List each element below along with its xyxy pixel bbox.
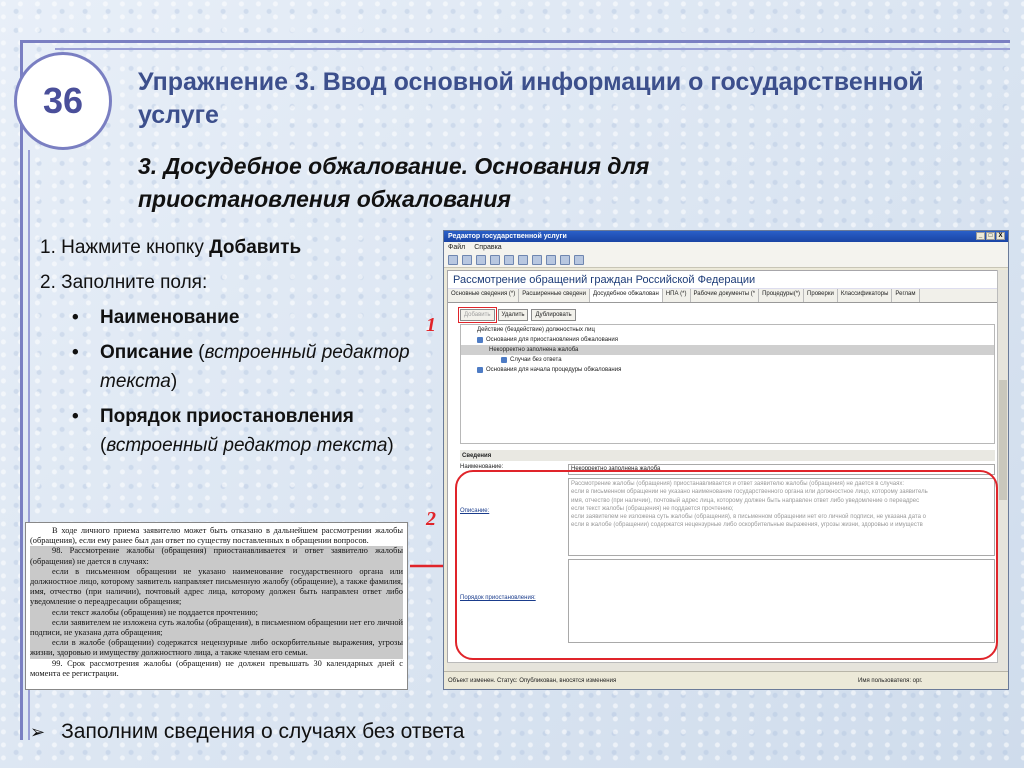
delete-button[interactable]: Удалить (498, 309, 529, 321)
appeal-tree (460, 324, 995, 444)
details-section-header: Сведения (460, 450, 995, 461)
suspension-order-editor[interactable] (568, 559, 995, 643)
excerpt-paragraph: если заявителем не изложена суть жалобы (обращения), в письменном обращении нет его личной подписи, не указана дата обращения; (30, 617, 403, 638)
duplicate-button[interactable]: Дублировать (531, 309, 575, 321)
form-title: Рассмотрение обращений граждан Российской Федерации (453, 273, 756, 286)
marker-1: 1 (426, 314, 436, 336)
tree-item[interactable]: Действие (бездействие) должностных лиц (477, 327, 595, 333)
footer-note (30, 720, 464, 744)
excerpt-paragraph: 99. Срок рассмотрения жалобы (обращения) не должен превышать 30 календарных дней с момента ее регистрации. (30, 658, 403, 678)
window-title: Редактор государственной услуги (448, 233, 567, 240)
excerpt-paragraph: В ходе личного приема заявителю может быть отказано в дальнейшем рассмотрении жалобы (обращения), если ему ранее был дан ответ по существу поставленных в обращении вопросов. (30, 526, 403, 546)
tree-item[interactable]: Основания для начала процедуры обжалования (461, 365, 994, 375)
name-input[interactable]: Некорректно заполнена жалоба (568, 464, 995, 475)
folder-icon (501, 357, 507, 363)
window-controls (976, 232, 1005, 240)
slide-subtitle: 3. Досудебное обжалование. Основания для приостановления обжалования (138, 153, 650, 212)
field-list-item: • Наименование (100, 303, 410, 332)
close-button[interactable]: X (996, 232, 1005, 240)
decor-line-top-2 (55, 48, 1010, 50)
folder-icon[interactable] (490, 255, 500, 265)
form-header (448, 271, 997, 289)
name-field-row (460, 464, 995, 475)
slide-number-badge (14, 52, 112, 150)
action-buttons (448, 303, 997, 324)
field-list (40, 303, 410, 460)
tab-checks[interactable]: Проверки (804, 289, 838, 302)
tab-classifiers[interactable]: Классификаторы (838, 289, 893, 302)
field-list-item: • Порядок приостановления (встроенный редактор текста) (100, 402, 410, 460)
menu-file[interactable]: Файл (448, 243, 466, 251)
status-bar (444, 671, 1008, 689)
excerpt-paragraph: 98. Рассмотрение жалобы (обращения) приостанавливается и ответ заявителю жалобы (обращения) не дается в случаях: (30, 546, 403, 566)
footer-text: Заполним сведения о случаях без ответа (61, 720, 465, 743)
tab-bar (448, 289, 997, 303)
tab-extended-info[interactable]: Расширенные сведени (519, 289, 590, 302)
new-icon[interactable] (448, 255, 458, 265)
save-icon[interactable] (462, 255, 472, 265)
minimize-button[interactable]: _ (976, 232, 985, 240)
slide-number: 36 (24, 62, 102, 140)
description-editor[interactable]: Рассмотрение жалобы (обращения) приостанавливается и ответ заявителю жалобы (обращения) не дается в случаях: если в письменном обращении не указано наименование государственного органа или должностное лицо, которому заявитель имя, отчество (при наличии), почтовый адрес лица, которому должен быть направлен ответ либо уведомление о переадрес если текст жалобы (обращения) не поддается прочтению; если заявителем не изложена суть жалобы (обращения), в письменном обращении нет его личной подписи, не указана дата о если в жалобе (обращении) содержатся нецензурные либо оскорбительные выражения, угрозы жизни, здоровью и имуществ (568, 478, 995, 556)
form-area (447, 270, 998, 671)
add-button[interactable]: Добавить (460, 309, 495, 321)
app-window (443, 230, 1009, 690)
excerpt-paragraph: если в письменном обращении не указано наименование государственного органа или должностное лицо, которому заявитель направляет письменную жалобу (обращение), а также фамилия, имя, отчество (при наличии), почтовый адрес лица, которому должен быть направлен ответ либо уведомление о переадресации обращения; (30, 566, 403, 607)
tab-main-info[interactable]: Основные сведения (*) (448, 289, 519, 302)
folder-icon (477, 367, 483, 373)
maximize-button[interactable]: □ (986, 232, 995, 240)
decor-line-top (20, 40, 1010, 43)
description-label[interactable]: Описание: (460, 508, 490, 514)
copy-icon[interactable] (504, 255, 514, 265)
excerpt-paragraph: если в жалобе (обращении) содержатся нецензурные либо оскорбительные выражения, угрозы жизни, здоровью и имуществу должностного лица, а также членам его семьи. (30, 638, 403, 658)
tab-npa[interactable]: НПА (*) (663, 289, 691, 302)
window-titlebar (444, 231, 1008, 242)
vertical-scrollbar[interactable] (997, 270, 1008, 671)
tab-pretrial-appeal[interactable]: Досудебное обжалован (590, 289, 663, 302)
star-icon[interactable] (532, 255, 542, 265)
arrow-bullet-icon: ➢ (30, 721, 46, 742)
status-text: Объект изменен. Статус: Опубликован, вносятся изменения (448, 677, 617, 684)
suspension-order-label[interactable]: Порядок приостановления: (460, 595, 536, 601)
step-1-button-name: Добавить (209, 237, 302, 258)
tree-item[interactable]: Основания для приостановления обжалования (461, 335, 994, 345)
suspension-order-field-row (460, 559, 995, 643)
field-list-item: • Описание (встроенный редактор текста) (100, 338, 410, 396)
menu-help[interactable]: Справка (474, 243, 502, 251)
publish-icon[interactable] (560, 255, 570, 265)
tab-regulations[interactable]: Реглам (892, 289, 919, 302)
step-2: 2. Заполните поля: (40, 272, 208, 293)
tab-work-docs[interactable]: Рабочие документы (* (691, 289, 760, 302)
tab-procedures[interactable]: Процедуры(*) (759, 289, 804, 302)
menu-bar (444, 242, 1008, 252)
decor-line-left (20, 40, 23, 740)
scrollbar-thumb[interactable] (999, 380, 1007, 500)
description-field-row (460, 478, 995, 556)
tree-item[interactable]: Некорректно заполнена жалоба (461, 345, 994, 355)
step-1-text: 1. Нажмите кнопку (40, 237, 210, 258)
toolbar (444, 252, 1008, 268)
folder-icon (477, 337, 483, 343)
settings-icon[interactable] (476, 255, 486, 265)
undo-icon[interactable] (546, 255, 556, 265)
instructions (40, 233, 410, 466)
help-icon[interactable] (574, 255, 584, 265)
name-label: Наименование: (460, 464, 504, 470)
slide-title: Упражнение 3. Ввод основной информации о государственной услуге (138, 68, 924, 129)
excerpt-paragraph: если текст жалобы (обращения) не поддается прочтению; (30, 608, 403, 618)
regulation-excerpt (25, 522, 408, 690)
marker-2: 2 (426, 508, 436, 530)
user-name: Имя пользователя: орг. (858, 677, 923, 684)
horizontal-scrollbar[interactable] (447, 662, 998, 671)
step-1 (40, 233, 410, 262)
tree-item[interactable]: Случаи без ответа (461, 355, 994, 365)
delete-icon[interactable] (518, 255, 528, 265)
